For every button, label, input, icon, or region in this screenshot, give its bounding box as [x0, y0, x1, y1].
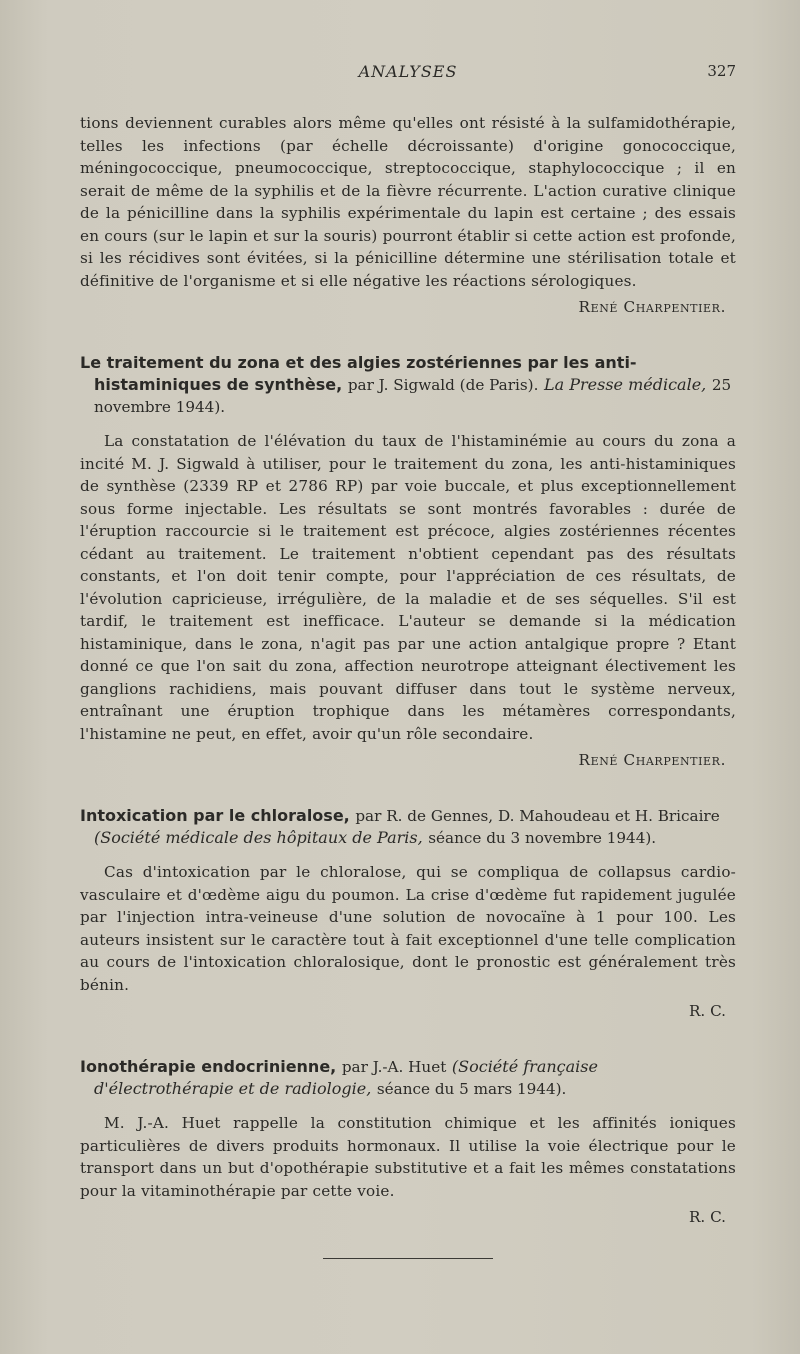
running-head: ANALYSES — [358, 62, 458, 81]
article-title-main: Ionothérapie endocrinienne, — [80, 1057, 337, 1076]
article-chloralose — [80, 805, 736, 1022]
article-date: séance du 5 mars 1944). — [376, 1080, 567, 1098]
article-author: par R. de Gennes, D. Mahoudeau et H. Bricaire — [355, 807, 720, 825]
intro-section — [80, 112, 736, 318]
article-date: 25 novembre 1944). — [94, 376, 732, 416]
intro-paragraph: tions deviennent curables alors même qu'elles ont résisté à la sulfamidothérapie, telles les infections (par échelle décroissante) d'origine gonococcique, méningococcique, pneumococcique, streptococcique, staphylococcique ; il en serait de même de la syphilis et de la fièvre récurrente. L'action curative clinique de la pénicilline dans la syphilis expérimentale du lapin est certaine ; des essais en cours (sur le lapin et sur la souris) pourront établir si cette action est profonde, si les récidives sont évitées, si la pénicilline détermine une stérilisation totale et définitive de l'organisme et si elle négative les réactions sérologiques. — [80, 114, 736, 290]
article-signature: R. C. — [689, 1002, 726, 1020]
article-title-main: Intoxication par le chloralose, — [80, 806, 350, 825]
article-signature: René Charpentier. — [578, 751, 726, 769]
article-author: par J. Sigwald (de Paris). — [347, 376, 539, 394]
page-content — [80, 112, 736, 1259]
page-header — [80, 62, 736, 90]
page-number: 327 — [707, 62, 736, 80]
article-date: séance du 3 novembre 1944). — [428, 829, 657, 847]
article-paragraph: M. J.-A. Huet rappelle la constitution chimique et les affinités ioniques particulières de divers produits hormonaux. Il utilise la voie électrique pour le transport dans un but d'opothérapie substitutive et a fait les mêmes constatations pour la vitaminothérapie par cette voie. — [80, 1114, 736, 1200]
article-title — [80, 1056, 736, 1100]
article-source: (Société française d'électrothérapie et de radiologie, — [94, 1057, 598, 1098]
article-title — [80, 352, 736, 418]
article-source: (Société médicale des hôpitaux de Paris, — [94, 828, 423, 847]
end-rule — [323, 1258, 493, 1259]
article-title-main: Le traitement du zona et des algies zostériennes par les anti-histaminiques de synthèse, — [80, 353, 637, 394]
article-title — [80, 805, 736, 849]
article-paragraph: La constatation de l'élévation du taux de l'histaminémie au cours du zona a incité M. J. Sigwald à utiliser, pour le traitement du zona, les anti-histaminiques de synthèse (2339 RP et 2786 RP) par voie buccale, et plus exceptionnellement sous forme injectable. Les résultats se sont montrés favorables : durée de l'éruption raccourcie si le traitement est précoce, algies zostériennes récentes cédant au traitement. Le traitement n'obtient cependant pas des résultats constants, et l'on doit tenir compte, pour l'appréciation de ces résultats, de l'évolution capricieuse, irrégulière, de la maladie et de ses séquelles. S'il est tardif, le traitement est inefficace. L'auteur se demande si la médication histaminique, dans le zona, n'agit pas par une action antalgique propre ? Etant donné ce que l'on sait du zona, affection neurotrope atteignant électivement les ganglions rachidiens, mais pouvant diffuser dans tout le système nerveux, entraînant une éruption trophique dans les métamères correspondants, l'histamine ne peut, en effet, avoir qu'un rôle secondaire. — [80, 432, 736, 743]
article-source: La Presse médicale, — [543, 375, 707, 394]
article-zona — [80, 352, 736, 771]
intro-signature: René Charpentier. — [578, 298, 726, 316]
article-paragraph: Cas d'intoxication par le chloralose, qui se compliqua de collapsus cardio-vasculaire et d'œdème aigu du poumon. La crise d'œdème fut rapidement jugulée par l'injection intra-veineuse d'une solution de novocaïne à 1 pour 100. Les auteurs insistent sur le caractère tout à fait exceptionnel d'une telle complication au cours de l'intoxication chloralosique, dont le pronostic est généralement très bénin. — [80, 863, 736, 994]
article-signature: R. C. — [689, 1208, 726, 1226]
article-author: par J.-A. Huet — [341, 1058, 447, 1076]
article-ionotherapie — [80, 1056, 736, 1228]
